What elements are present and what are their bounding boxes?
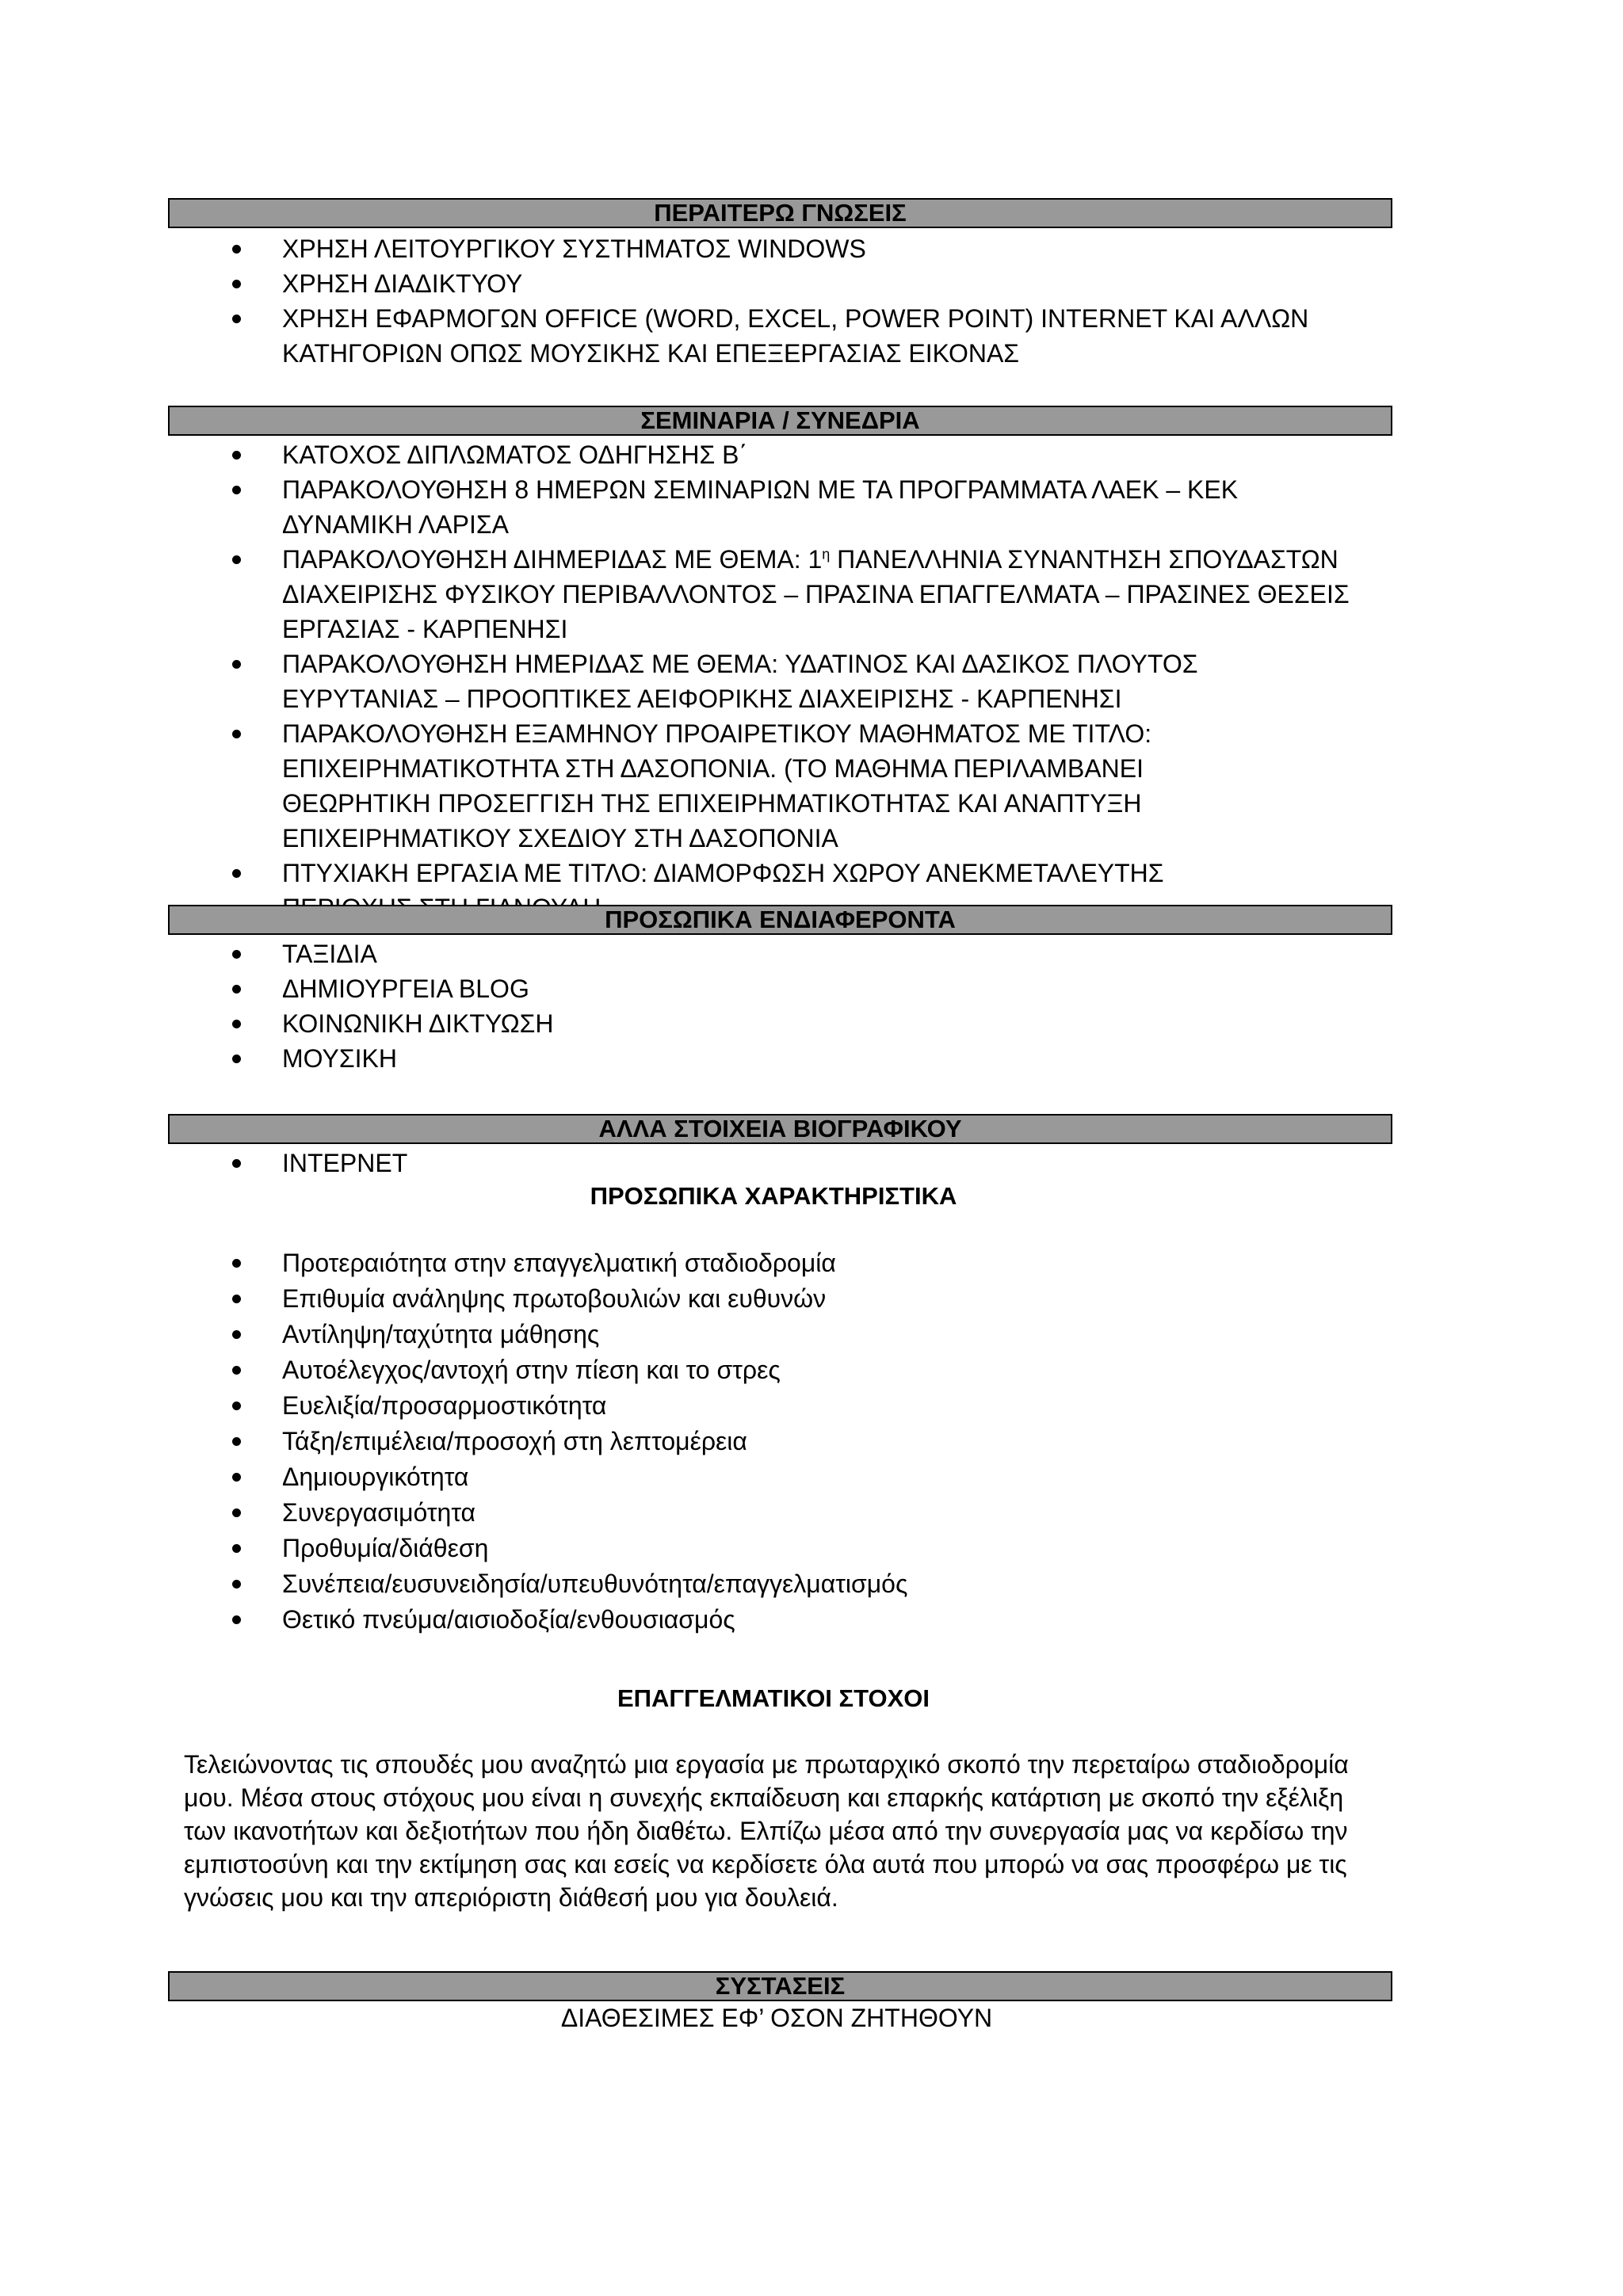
heading-professional-goals: ΕΠΑΓΓΕΛΜΑΤΙΚΟΙ ΣΤΟΧΟΙ [617, 1684, 930, 1712]
section-header-seminars: ΣΕΜΙΝΑΡΙΑ / ΣΥΝΕΔΡΙΑ [168, 406, 1392, 436]
list-item: ΧΡΗΣΗ ΔΙΑΔΙΚΤΥΟΥ [0, 266, 1623, 301]
list-item: ΔΗΜΙΟΥΡΓΕΙΑ BLOG [0, 971, 1623, 1006]
list-item: ΚΑΤΟΧΟΣ ΔΙΠΛΩΜΑΤΟΣ ΟΔΗΓΗΣΗΣ Β΄ [0, 437, 1623, 472]
professional-goals-paragraph: Τελειώνοντας τις σπουδές μου αναζητώ μια εργασία με πρωταρχικό σκοπό την περεταίρω σταδιοδρομία μου. Μέσα στους στόχους μου είναι η συνεχής εκπαίδευση και επαρκής κατάρτιση με σκοπό την εξέλιξη των ικανοτήτων και δεξιοτήτων που ήδη διαθέτω. Ελπίζω μέσα από την συνεργασία μας να κερδίσω την εμπιστοσύνη και την εκτίμηση σας και εσείς να κερδίσετε όλα αυτά που μπορώ να σας προσφέρω με τις γνώσεις μου και την απεριόριστη διάθεσή μου για δουλειά. [184, 1750, 1349, 1912]
list-item: ΧΡΗΣΗ ΕΦΑΡΜΟΓΩΝ OFFICE (WORD, EXCEL, POWER POINT) INTERNET ΚΑΙ ΑΛΛΩΝ ΚΑΤΗΓΟΡΙΩΝ ΟΠΩΣ ΜΟΥΣΙΚΗΣ ΚΑΙ ΕΠΕΞΕΡΓΑΣΙΑΣ ΕΙΚΟΝΑΣ [0, 301, 1623, 371]
list-item: ΠΑΡΑΚΟΛΟΥΘΗΣΗ ΕΞΑΜΗΝΟΥ ΠΡΟΑΙΡΕΤΙΚΟΥ ΜΑΘΗΜΑΤΟΣ ΜΕ ΤΙΤΛΟ: ΕΠΙΧΕΙΡΗΜΑΤΙΚΟΤΗΤΑ ΣΤΗ ΔΑΣΟΠΟΝΙΑ. (ΤΟ ΜΑΘΗΜΑ ΠΕΡΙΛΑΜΒΑΝΕΙ ΘΕΩΡΗΤΙΚΗ ΠΡΟΣΕΓΓΙΣΗ ΤΗΣ ΕΠΙΧΕΙΡΗΜΑΤΙΚΟΤΗΤΑΣ ΚΑΙ ΑΝΑΠΤΥΞΗ ΕΠΙΧΕΙΡΗΜΑΤΙΚΟΥ ΣΧΕΔΙΟΥ ΣΤΗ ΔΑΣΟΠΟΝΙΑ [0, 716, 1623, 856]
bullet-icon [232, 1544, 241, 1553]
list-item: ΠΤΥΧΙΑΚΗ ΕΡΓΑΣΙΑ ΜΕ ΤΙΤΛΟ: ΔΙΑΜΟΡΦΩΣΗ ΧΩΡΟΥ ΑΝΕΚΜΕΤΑΛΕΥΤΗΣ [0, 856, 1623, 925]
list-item: Δημιουργικότητα [0, 1459, 1623, 1495]
bullet-icon [232, 985, 241, 994]
bullet-icon [232, 1473, 241, 1482]
list-item: ΤΑΞΙΔΙΑ [0, 936, 1623, 971]
section-header-references: ΣΥΣΤΑΣΕΙΣ [168, 1971, 1392, 2001]
section-header-other-cv: ΑΛΛΑ ΣΤΟΙΧΕΙΑ ΒΙΟΓΡΑΦΙΚΟΥ [168, 1114, 1392, 1144]
list-item: Προτεραιότητα στην επαγγελματική σταδιοδρομία [0, 1245, 1623, 1281]
list-item: Συνεργασιμότητα [0, 1495, 1623, 1531]
list-item: ΙΝΤΕΡΝΕΤ [0, 1146, 1623, 1180]
section-header-interests: ΠΡΟΣΩΠΙΚΑ ΕΝΔΙΑΦΕΡΟΝΤΑ [168, 905, 1392, 935]
bullet-icon [232, 1437, 241, 1446]
references-text: ΔΙΑΘΕΣΙΜΕΣ ΕΦ’ ΟΣΟΝ ΖΗΤΗΘΟΥΝ [560, 2004, 993, 2032]
bullet-icon [232, 1330, 241, 1339]
bullet-icon [232, 1615, 241, 1624]
list-item: Συνέπεια/ευσυνειδησία/υπευθυνότητα/επαγγελματισμός [0, 1566, 1623, 1602]
bullet-icon [232, 869, 241, 878]
bullet-icon [232, 1055, 241, 1063]
interests-list [0, 936, 1623, 1076]
other-cv-list [0, 1146, 1623, 1180]
further-knowledge-list [0, 231, 1623, 371]
bullet-icon [232, 950, 241, 959]
bullet-icon [232, 1295, 241, 1303]
list-item: Ευελιξία/προσαρμοστικότητα [0, 1388, 1623, 1424]
section-header-further-knowledge: ΠΕΡΑΙΤΕΡΩ ΓΝΩΣΕΙΣ [168, 198, 1392, 228]
list-item: Αυτοέλεγχος/αντοχή στην πίεση και το στρες [0, 1352, 1623, 1388]
list-item: Επιθυμία ανάληψης πρωτοβουλιών και ευθυνών [0, 1281, 1623, 1317]
bullet-icon [232, 1402, 241, 1410]
bullet-icon [232, 1580, 241, 1589]
bullet-icon [232, 1259, 241, 1268]
list-item: Αντίληψη/ταχύτητα μάθησης [0, 1317, 1623, 1352]
list-item: ΠΑΡΑΚΟΛΟΥΘΗΣΗ 8 ΗΜΕΡΩΝ ΣΕΜΙΝΑΡΙΩΝ ΜΕ ΤΑ ΠΡΟΓΡΑΜΜΑΤΑ ΛΑΕΚ – ΚΕΚ ΔΥΝΑΜΙΚΗ ΛΑΡΙΣΑ [0, 472, 1623, 542]
bullet-icon [232, 1159, 241, 1168]
bullet-icon [232, 1508, 241, 1517]
list-item: ΧΡΗΣΗ ΛΕΙΤΟΥΡΓΙΚΟΥ ΣΥΣΤΗΜΑΤΟΣ WINDOWS [0, 231, 1623, 266]
list-item: Τάξη/επιμέλεια/προσοχή στη λεπτομέρεια [0, 1424, 1623, 1459]
list-item: Θετικό πνεύμα/αισιοδοξία/ενθουσιασμός [0, 1602, 1623, 1638]
list-item: ΠΑΡΑΚΟΛΟΥΘΗΣΗ ΔΙΗΜΕΡΙΔΑΣ ΜΕ ΘΕΜΑ: $1^\eta$ ΠΑΝΕΛΛΗΝΙΑ ΣΥΝΑΝΤΗΣΗ ΣΠΟΥΔΑΣΤΩΝ ΔΙΑΧΕΙΡΙΣΗΣ ΦΥΣΙΚΟΥ ΠΕΡΙΒΑΛΛΟΝΤΟΣ – ΠΡΑΣΙΝΑ ΕΠΑΓΓΕΛΜΑΤΑ – ΠΡΑΣΙΝΕΣ ΘΕΣΕΙΣ ΕΡΓΑΣΙΑΣ - ΚΑΡΠΕΝΗΣΙ [0, 542, 1623, 646]
bullet-icon [232, 315, 241, 323]
list-item: ΚΟΙΝΩΝΙΚΗ ΔΙΚΤΥΩΣΗ [0, 1006, 1623, 1041]
list-item: ΠΑΡΑΚΟΛΟΥΘΗΣΗ ΗΜΕΡΙΔΑΣ ΜΕ ΘΕΜΑ: ΥΔΑΤΙΝΟΣ ΚΑΙ ΔΑΣΙΚΟΣ ΠΛΟΥΤΟΣ ΕΥΡΥΤΑΝΙΑΣ – ΠΡΟΟΠΤΙΚΕΣ ΑΕΙΦΟΡΙΚΗΣ ΔΙΑΧΕΙΡΙΣΗΣ - ΚΑΡΠΕΝΗΣΙ [0, 646, 1623, 716]
bullet-icon [232, 1020, 241, 1028]
bullet-icon [232, 486, 241, 494]
bullet-icon [232, 1366, 241, 1375]
bullet-icon [232, 555, 241, 564]
bullet-icon [232, 730, 241, 738]
personal-traits-list [0, 1245, 1623, 1638]
list-item: Προθυμία/διάθεση [0, 1531, 1623, 1566]
seminars-list [0, 437, 1623, 925]
bullet-icon [232, 280, 241, 288]
list-item: ΜΟΥΣΙΚΗ [0, 1041, 1623, 1076]
bullet-icon [232, 245, 241, 254]
bullet-icon [232, 660, 241, 669]
bullet-icon [232, 451, 241, 460]
heading-personal-traits: ΠΡΟΣΩΠΙΚΑ ΧΑΡΑΚΤΗΡΙΣΤΙΚΑ [590, 1182, 957, 1210]
